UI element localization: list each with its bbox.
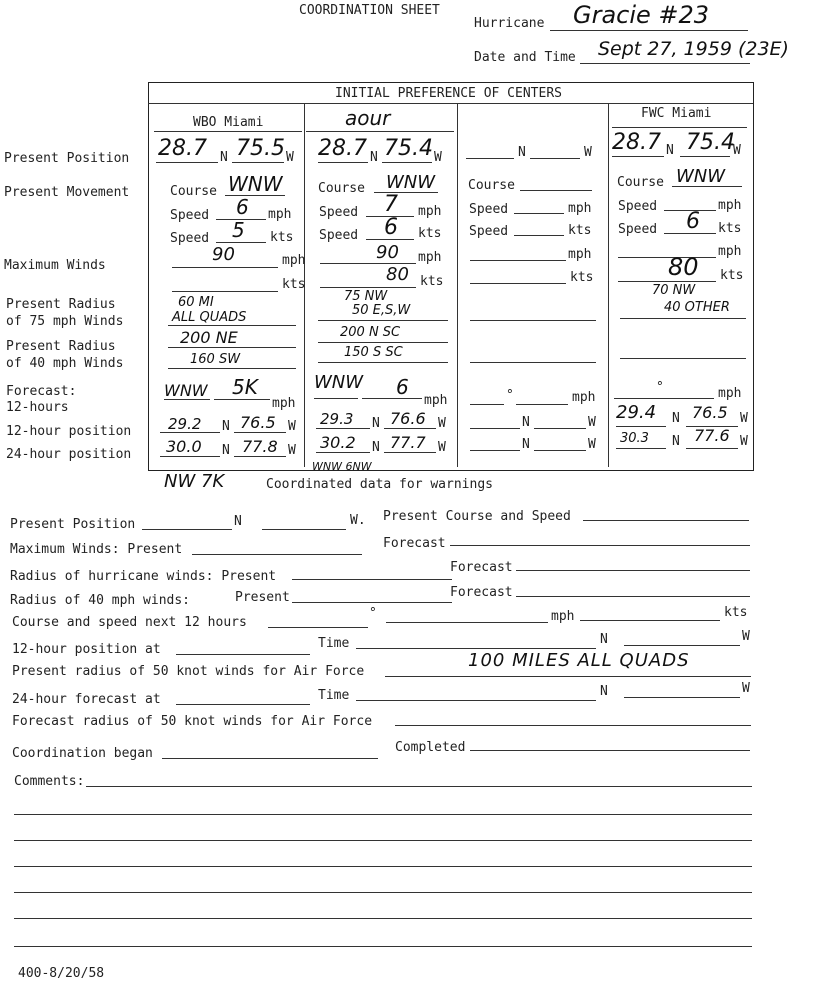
field-line <box>172 267 278 268</box>
field-line <box>192 554 362 555</box>
unit-n: N <box>600 632 608 647</box>
field-line <box>470 750 750 751</box>
row-label-radius75: of 75 mph Winds <box>6 314 124 329</box>
col-divider-3 <box>608 103 609 467</box>
unit-w: W <box>742 629 750 644</box>
field-line <box>618 257 716 258</box>
coord-present-position: Present Position <box>10 517 136 532</box>
unit-kts: kts <box>282 277 306 292</box>
field-line <box>680 156 730 157</box>
unit-mph: mph <box>424 393 448 408</box>
table-title-rule <box>148 103 753 104</box>
speed-label: Speed <box>319 228 359 243</box>
unit-n: N <box>234 514 242 529</box>
fwc-pos-n: 28.7 <box>612 130 661 155</box>
unit-kts: kts <box>418 226 442 241</box>
field-line <box>168 325 296 326</box>
unit-mph: mph <box>718 198 742 213</box>
row-label-forecast: Forecast: <box>6 384 77 399</box>
field-line <box>172 291 278 292</box>
field-line <box>470 450 520 451</box>
unit-n: N <box>672 434 680 449</box>
coord-max-winds: Maximum Winds: Present <box>10 542 183 557</box>
field-line <box>612 156 664 157</box>
col2-pos-n: 28.7 <box>318 136 367 161</box>
unit-kts: kts <box>720 268 744 283</box>
field-line <box>356 648 596 649</box>
fwc-p12-w: 76.5 <box>692 403 728 422</box>
field-line <box>162 758 378 759</box>
field-line <box>534 450 586 451</box>
field-line <box>395 725 751 726</box>
wbo-fc-dir: WNW <box>164 381 208 400</box>
field-line <box>320 287 416 288</box>
unit-degree: ° <box>656 380 664 395</box>
fwc-course: WNW <box>676 166 726 187</box>
field-line <box>216 242 266 243</box>
col2-speed-mph: 7 <box>384 192 398 217</box>
wbo-below-note: NW 7K <box>164 471 225 492</box>
col2-max-kts: 80 <box>386 264 409 285</box>
unit-w: W <box>740 434 748 449</box>
unit-mph: mph <box>568 247 592 262</box>
unit-kts: kts <box>568 223 592 238</box>
field-line <box>618 281 716 282</box>
unit-n: N <box>220 150 228 165</box>
sheet-title: COORDINATION SHEET <box>299 3 440 18</box>
field-line <box>292 602 452 603</box>
fwc-max-kts: 80 <box>668 253 699 281</box>
col2-p24-w: 77.7 <box>390 433 426 452</box>
coord-forecast: Forecast <box>450 560 513 575</box>
field-line <box>176 704 310 705</box>
field-line <box>583 520 749 521</box>
wbo-pos-n: 28.7 <box>158 136 207 161</box>
field-line <box>620 318 746 319</box>
form-number: 400-8/20/58 <box>18 966 105 981</box>
unit-mph: mph <box>568 201 592 216</box>
fwc-p24-n: 30.3 <box>620 431 649 446</box>
col2-r40-a: 200 N SC <box>340 325 401 340</box>
field-line <box>318 342 448 343</box>
field-line <box>318 362 448 363</box>
field-line <box>168 347 296 348</box>
field-line <box>470 404 504 405</box>
unit-mph: mph <box>572 390 596 405</box>
field-line <box>620 358 746 359</box>
speed-label: Speed <box>170 208 210 223</box>
course-label: Course <box>170 184 217 199</box>
row-label-forecast-12h: 12-hours <box>6 400 69 415</box>
unit-mph: mph <box>418 250 442 265</box>
col2-p12-w: 76.6 <box>390 409 426 428</box>
unit-mph: mph <box>718 386 742 401</box>
comment-line <box>14 866 752 867</box>
col2-pos-w: 75.4 <box>384 136 433 161</box>
coord-began: Coordination began <box>12 746 153 761</box>
col2-r75-a: 75 NW <box>344 289 388 304</box>
row-label-radius40: of 40 mph Winds <box>6 356 124 371</box>
row-label-radius75: Present Radius <box>6 297 116 312</box>
row-label-present-position: Present Position <box>4 151 130 166</box>
unit-n: N <box>672 411 680 426</box>
speed-label: Speed <box>469 224 509 239</box>
coord-24h-forecast-at: 24-hour forecast at <box>12 692 161 707</box>
field-line <box>268 627 368 628</box>
field-line <box>234 456 286 457</box>
hurricane-label: Hurricane <box>474 16 545 31</box>
unit-n: N <box>222 419 230 434</box>
coord-completed: Completed <box>395 740 466 755</box>
wbo-fc-spd: 5K <box>232 375 258 399</box>
course-label: Course <box>318 181 365 196</box>
unit-kts: kts <box>570 270 594 285</box>
date-label: Date and Time <box>474 50 576 65</box>
row-label-radius40: Present Radius <box>6 339 116 354</box>
unit-w: W <box>438 416 446 431</box>
coord-forecast-r50-airforce: Forecast radius of 50 knot winds for Air Force <box>12 714 373 729</box>
field-line <box>384 428 436 429</box>
field-line <box>384 452 436 453</box>
col2-r75-b: 50 E,S,W <box>352 303 411 318</box>
unit-kts: kts <box>718 221 742 236</box>
col-header-wbo: WBO Miami <box>193 115 264 130</box>
col2-fc-dir: WNW <box>314 372 364 393</box>
unit-n: N <box>222 443 230 458</box>
field-line <box>356 700 596 701</box>
fwc-pos-w: 75.4 <box>686 130 735 155</box>
unit-n: N <box>522 415 530 430</box>
unit-n: N <box>600 684 608 699</box>
wbo-p12-n: 29.2 <box>168 415 202 433</box>
unit-w: W <box>588 415 596 430</box>
unit-degree: ° <box>506 388 514 403</box>
fwc-p12-n: 29.4 <box>616 402 657 423</box>
field-line <box>214 399 270 400</box>
field-line <box>516 570 750 571</box>
fwc-speed-kts: 6 <box>686 209 700 234</box>
coord-course-next12: Course and speed next 12 hours <box>12 615 247 630</box>
coord-title: Coordinated data for warnings <box>266 477 493 492</box>
unit-w: W. <box>350 513 366 528</box>
fwc-p24-w: 77.6 <box>694 426 730 445</box>
wbo-p24-n: 30.0 <box>166 437 202 456</box>
col-header-fwc: FWC Miami <box>641 106 712 121</box>
field-line <box>234 432 286 433</box>
unit-w: W <box>286 150 294 165</box>
field-line <box>514 213 564 214</box>
unit-mph: mph <box>718 244 742 259</box>
unit-n: N <box>372 416 380 431</box>
col2-speed-kts: 6 <box>384 215 398 240</box>
field-line <box>382 162 432 163</box>
field-line <box>516 596 750 597</box>
unit-n: N <box>372 440 380 455</box>
speed-label: Speed <box>618 199 658 214</box>
coord-12h-position-at: 12-hour position at <box>12 642 161 657</box>
unit-w: W <box>288 443 296 458</box>
row-label-maximum-winds: Maximum Winds <box>4 258 106 273</box>
field-line <box>318 320 448 321</box>
coord-r50-airforce-value: 100 MILES ALL QUADS <box>468 650 690 671</box>
field-line <box>385 676 751 677</box>
col2-p12-n: 29.3 <box>320 410 354 428</box>
wbo-r40-a: 200 NE <box>180 328 238 347</box>
field-line <box>314 398 358 399</box>
field-line <box>168 368 296 369</box>
unit-mph: mph <box>418 204 442 219</box>
col2-p24-n: 30.2 <box>320 433 356 452</box>
field-line <box>450 545 750 546</box>
unit-mph: mph <box>551 609 575 624</box>
col2-below-note: WNW 6NW <box>312 460 372 473</box>
field-line <box>318 162 368 163</box>
wbo-p12-w: 76.5 <box>240 413 276 432</box>
row-label-24h-position: 24-hour position <box>6 447 132 462</box>
field-line <box>466 158 514 159</box>
unit-mph: mph <box>268 207 292 222</box>
field-line <box>262 529 346 530</box>
course-label: Course <box>468 178 515 193</box>
unit-w: W <box>740 411 748 426</box>
unit-w: W <box>742 681 750 696</box>
field-line <box>316 428 370 429</box>
comments-label: Comments: <box>14 774 85 789</box>
field-line <box>292 579 452 580</box>
field-line <box>616 426 666 427</box>
unit-degree: ° <box>369 606 377 621</box>
field-line <box>534 428 586 429</box>
unit-w: W <box>588 437 596 452</box>
col-header-rule <box>612 127 747 128</box>
field-line <box>530 158 580 159</box>
comment-line <box>14 814 752 815</box>
field-line <box>580 620 720 621</box>
wbo-course: WNW <box>228 172 283 196</box>
comment-line <box>14 946 752 947</box>
field-line <box>514 235 564 236</box>
wbo-speed-kts: 5 <box>232 218 245 242</box>
coord-present-course-speed: Present Course and Speed <box>383 509 571 524</box>
comment-line <box>86 786 752 787</box>
field-line <box>142 529 232 530</box>
field-line <box>156 162 218 163</box>
unit-kts: kts <box>270 230 294 245</box>
fwc-r75-a: 70 NW <box>652 283 696 298</box>
field-line <box>470 428 520 429</box>
field-line <box>470 260 566 261</box>
col-header-rule <box>306 131 454 132</box>
wbo-speed-mph: 6 <box>236 195 249 219</box>
course-label: Course <box>617 175 664 190</box>
wbo-r75-b: ALL QUADS <box>172 310 247 325</box>
field-line <box>386 622 548 623</box>
fwc-r75-b: 40 OTHER <box>664 300 730 315</box>
unit-w: W <box>438 440 446 455</box>
unit-kts: kts <box>724 605 748 620</box>
col2-max-mph: 90 <box>376 242 399 263</box>
field-line <box>176 654 310 655</box>
date-line <box>580 63 750 64</box>
row-label-present-movement: Present Movement <box>4 185 130 200</box>
coord-radius-40: Radius of 40 mph winds: <box>10 593 191 608</box>
field-line <box>516 404 568 405</box>
speed-label: Speed <box>469 202 509 217</box>
row-label-12h-position: 12-hour position <box>6 424 132 439</box>
field-line <box>520 190 592 191</box>
wbo-r75-a: 60 MI <box>178 295 214 310</box>
unit-kts: kts <box>420 274 444 289</box>
coord-forecast: Forecast <box>450 585 513 600</box>
field-line <box>470 283 566 284</box>
unit-n: N <box>522 437 530 452</box>
col-header-rule <box>154 131 302 132</box>
coord-radius-hurricane: Radius of hurricane winds: Present <box>10 569 277 584</box>
comment-line <box>14 892 752 893</box>
unit-n: N <box>518 145 526 160</box>
coord-time: Time <box>318 636 350 651</box>
field-line <box>624 645 740 646</box>
col2-fc-spd: 6 <box>396 375 409 399</box>
col-header-handwritten: aour <box>345 106 391 130</box>
field-line <box>470 320 596 321</box>
coord-forecast: Forecast <box>383 536 446 551</box>
unit-mph: mph <box>272 396 296 411</box>
field-line <box>316 452 370 453</box>
comment-line <box>14 840 752 841</box>
hurricane-line <box>550 30 748 31</box>
coord-present: Present <box>235 590 290 605</box>
field-line <box>362 398 422 399</box>
comment-line <box>14 918 752 919</box>
wbo-r40-b: 160 SW <box>190 352 241 367</box>
speed-label: Speed <box>170 231 210 246</box>
field-line <box>686 448 738 449</box>
unit-w: W <box>733 143 741 158</box>
col2-r40-b: 150 S SC <box>344 345 403 360</box>
wbo-p24-w: 77.8 <box>242 437 278 456</box>
unit-w: W <box>288 419 296 434</box>
unit-n: N <box>666 143 674 158</box>
unit-w: W <box>584 145 592 160</box>
field-line <box>624 697 740 698</box>
field-line <box>164 399 210 400</box>
speed-label: Speed <box>618 222 658 237</box>
coord-r50-airforce: Present radius of 50 knot winds for Air Force <box>12 664 365 679</box>
unit-mph: mph <box>282 253 306 268</box>
col2-course: WNW <box>386 172 436 193</box>
field-line <box>232 162 284 163</box>
col-divider-2 <box>457 103 458 467</box>
field-line <box>160 456 220 457</box>
table-title: INITIAL PREFERENCE OF CENTERS <box>335 86 562 101</box>
field-line <box>616 448 666 449</box>
wbo-pos-w: 75.5 <box>236 136 285 161</box>
wbo-max-mph: 90 <box>212 244 235 265</box>
coord-time: Time <box>318 688 350 703</box>
hurricane-value: Gracie #23 <box>573 1 710 29</box>
unit-n: N <box>370 150 378 165</box>
date-value: Sept 27, 1959 (23E) <box>598 38 789 60</box>
unit-w: W <box>434 150 442 165</box>
field-line <box>470 362 596 363</box>
field-line <box>614 398 714 399</box>
speed-label: Speed <box>319 205 359 220</box>
